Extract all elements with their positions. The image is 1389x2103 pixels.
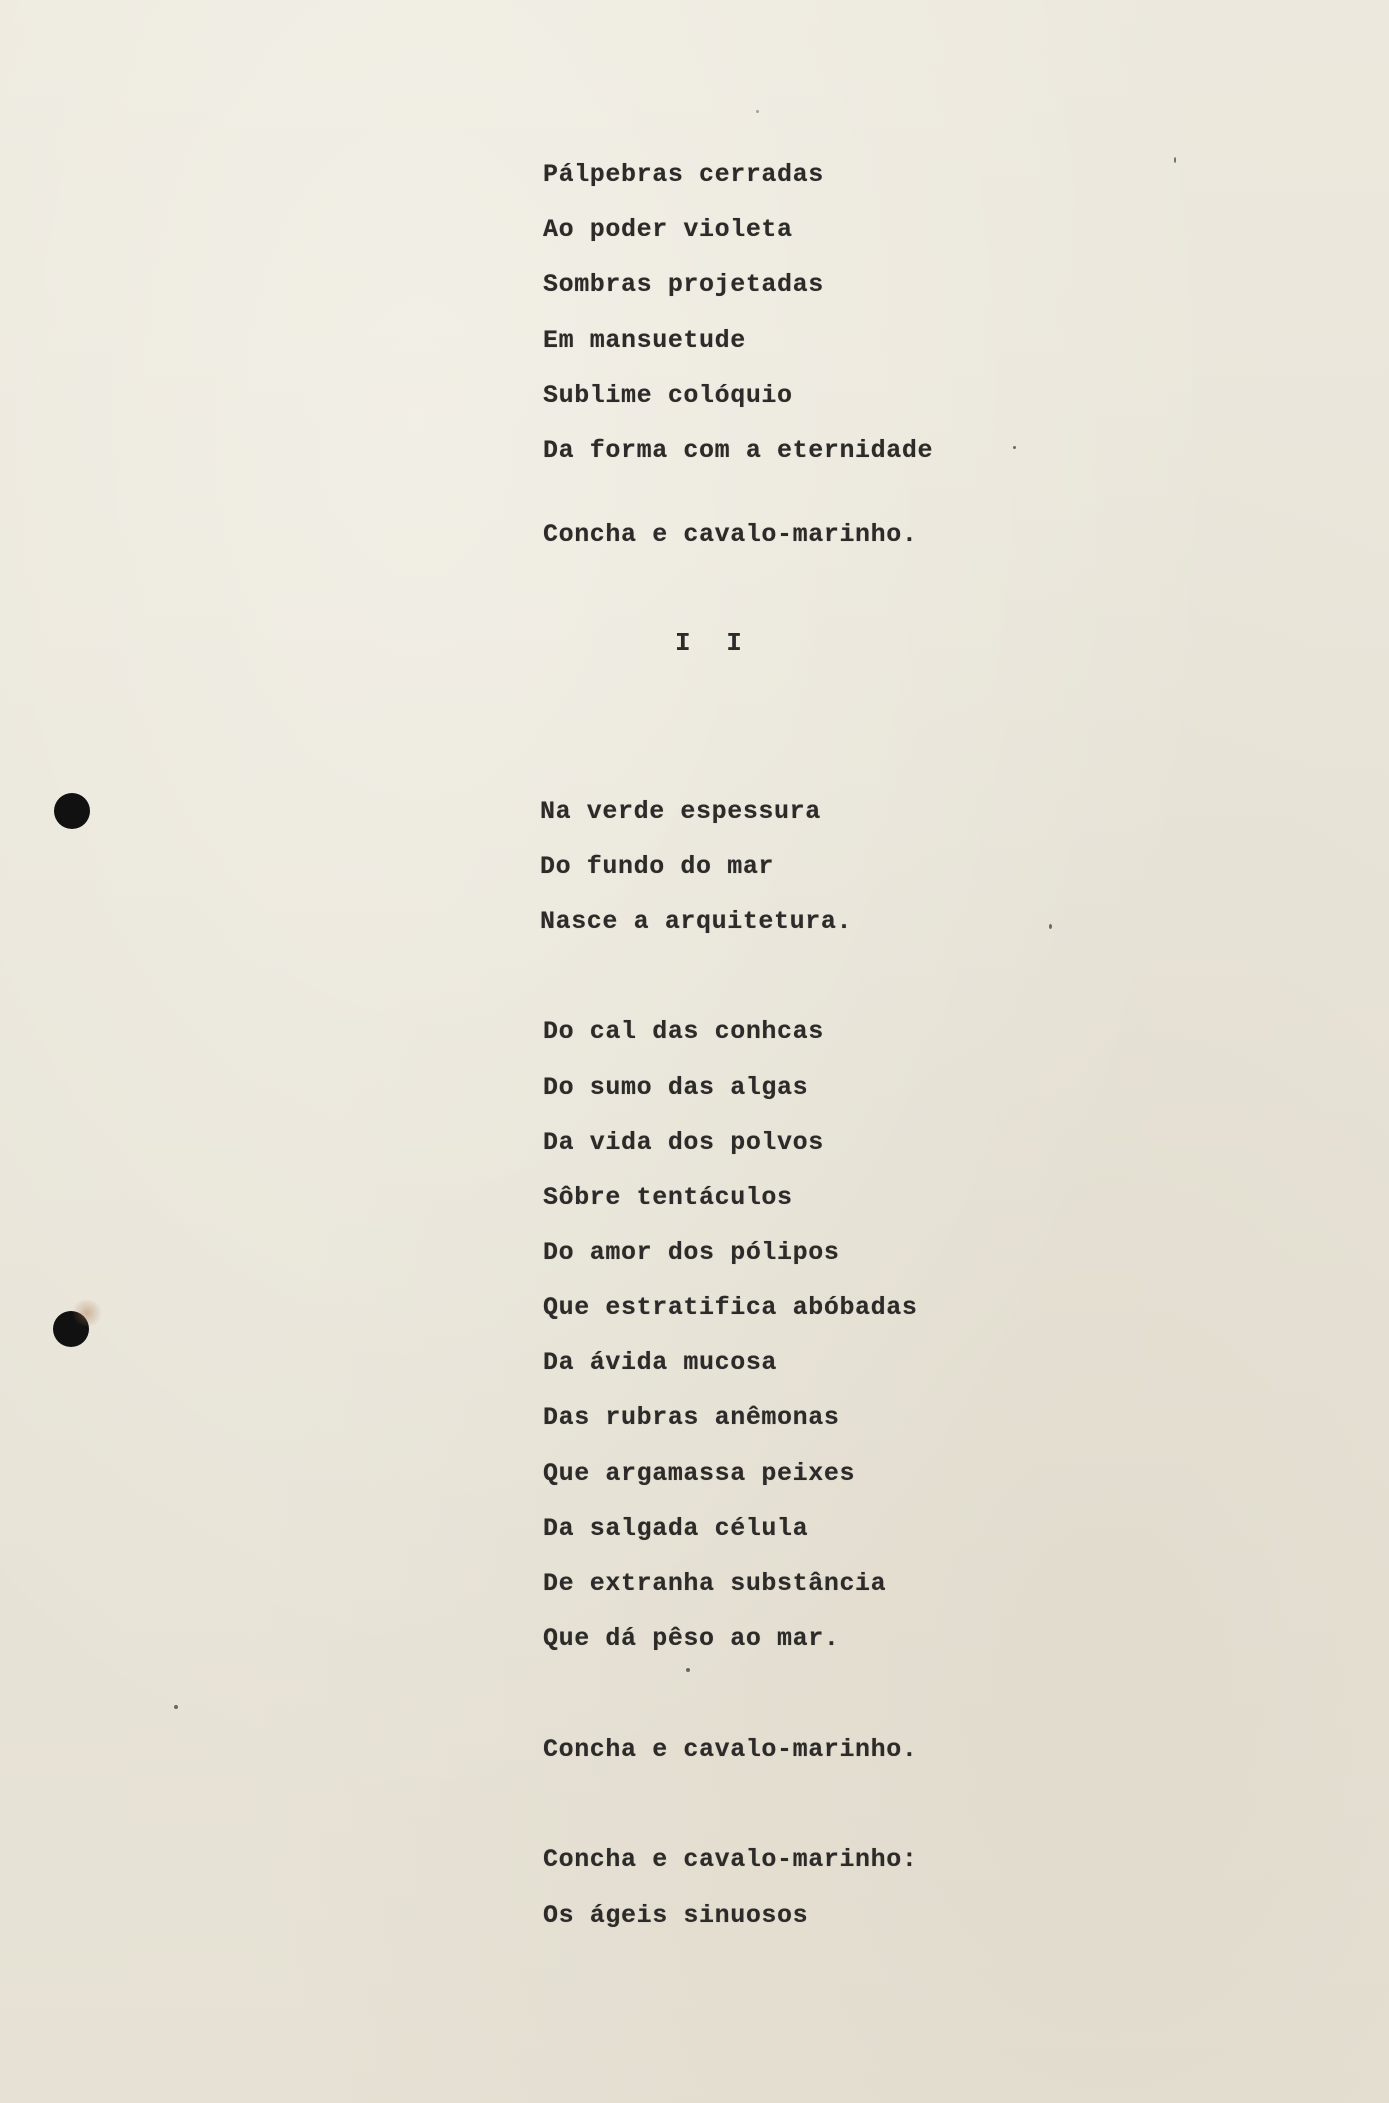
poem-line: Do cal das conhcas xyxy=(543,1017,824,1046)
poem-line: Na verde espessura xyxy=(540,797,821,826)
punch-hole-top xyxy=(54,793,90,829)
paper-speck xyxy=(686,1668,690,1672)
poem-line: Que estratifica abóbadas xyxy=(543,1293,918,1322)
paper-speck xyxy=(1013,446,1016,449)
paper-speck xyxy=(174,1705,178,1709)
section-numeral: I I xyxy=(675,628,752,658)
poem-line: Da vida dos polvos xyxy=(543,1128,824,1157)
paper-speck xyxy=(756,110,759,113)
poem-line: Do sumo das algas xyxy=(543,1073,809,1102)
poem-line: Pálpebras cerradas xyxy=(543,160,824,189)
poem-line: Do fundo do mar xyxy=(540,852,775,881)
poem-line: Da ávida mucosa xyxy=(543,1348,778,1377)
paper-speck xyxy=(1174,157,1176,163)
refrain-line: Concha e cavalo-marinho. xyxy=(543,520,918,549)
poem-line: De extranha substância xyxy=(543,1569,887,1598)
poem-line: Em mansuetude xyxy=(543,326,746,355)
poem-line: Sôbre tentáculos xyxy=(543,1183,793,1212)
poem-line: Ao poder violeta xyxy=(543,215,793,244)
poem-line: Da forma com a eternidade xyxy=(543,436,934,465)
poem-line: Concha e cavalo-marinho: xyxy=(543,1845,918,1874)
poem-line: Sublime colóquio xyxy=(543,381,793,410)
poem-line: Sombras projetadas xyxy=(543,270,824,299)
paper-stain xyxy=(70,1300,104,1326)
poem-line: Os ágeis sinuosos xyxy=(543,1901,809,1930)
poem-line: Do amor dos pólipos xyxy=(543,1238,840,1267)
poem-line: Das rubras anêmonas xyxy=(543,1403,840,1432)
poem-line: Que dá pêso ao mar. xyxy=(543,1624,840,1653)
refrain-line: Concha e cavalo-marinho. xyxy=(543,1735,918,1764)
poem-line: Que argamassa peixes xyxy=(543,1459,856,1488)
poem-line: Nasce a arquitetura. xyxy=(540,907,853,936)
poem-line: Da salgada célula xyxy=(543,1514,809,1543)
paper-speck xyxy=(1049,924,1052,929)
